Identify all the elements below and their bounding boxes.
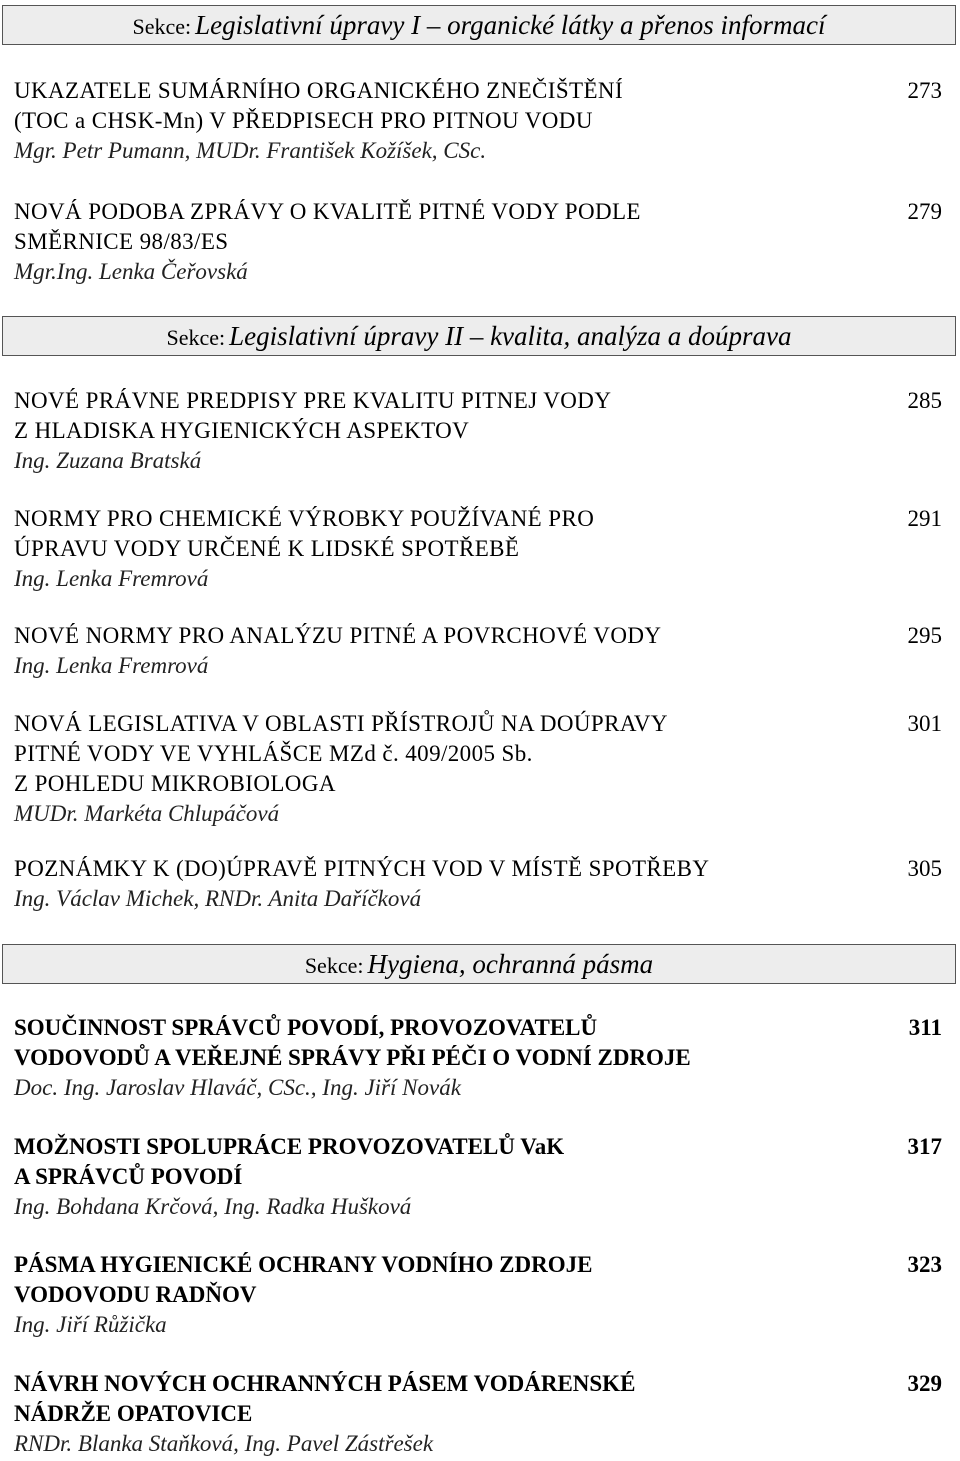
entry-author: Mgr. Petr Pumann, MUDr. František Kožíšek, CSc. xyxy=(14,138,487,163)
entry-title-line-2 xyxy=(14,1043,942,1073)
entry-author: Ing. Zuzana Bratská xyxy=(14,448,202,473)
entry-author: Ing. Lenka Fremrová xyxy=(14,653,209,678)
toc-entry xyxy=(14,386,942,476)
page-number: 323 xyxy=(907,1252,942,1277)
entry-author: Mgr.Ing. Lenka Čeřovská xyxy=(14,259,248,284)
entry-title-line-1 xyxy=(14,621,942,651)
page-number: 295 xyxy=(907,623,942,648)
section-name: Legislativní úpravy II – kvalita, analýza a doúprava xyxy=(229,321,792,351)
toc-entry xyxy=(14,1013,942,1103)
entry-title-line-1 xyxy=(14,1369,942,1399)
entry-title-line-2 xyxy=(14,1399,942,1429)
entry-author: Ing. Bohdana Krčová, Ing. Radka Hušková xyxy=(14,1194,412,1219)
entry-title-line-2 xyxy=(14,1280,942,1310)
toc-entry xyxy=(14,709,942,829)
page-number: 317 xyxy=(907,1134,942,1159)
entry-title: MOŽNOSTI SPOLUPRÁCE PROVOZOVATELŮ VaK xyxy=(14,1134,565,1159)
entry-author: Ing. Václav Michek, RNDr. Anita Daříčková xyxy=(14,886,422,911)
entry-title: NÁDRŽE OPATOVICE xyxy=(14,1401,253,1426)
entry-title: VODOVODU RADŇOV xyxy=(14,1282,257,1307)
entry-title: NOVÉ PRÁVNE PREDPISY PRE KVALITU PITNEJ VODY xyxy=(14,388,612,413)
section-header-3 xyxy=(2,944,956,984)
entry-title-line-1 xyxy=(14,1132,942,1162)
entry-title-line-2 xyxy=(14,416,942,446)
entry-author: Ing. Jiří Růžička xyxy=(14,1312,167,1337)
section-prefix: Sekce: xyxy=(166,325,226,350)
entry-title-line-1 xyxy=(14,76,942,106)
entry-title-line-1 xyxy=(14,386,942,416)
entry-author: Ing. Lenka Fremrová xyxy=(14,566,209,591)
entry-title: Z POHLEDU MIKROBIOLOGA xyxy=(14,771,336,796)
entry-title-line-2 xyxy=(14,227,942,257)
entry-title-line-2 xyxy=(14,534,942,564)
toc-entry xyxy=(14,854,942,914)
entry-title: UKAZATELE SUMÁRNÍHO ORGANICKÉHO ZNEČIŠTĚNÍ xyxy=(14,78,624,103)
toc-entry xyxy=(14,621,942,681)
section-header-1 xyxy=(2,5,956,45)
entry-title-line-1 xyxy=(14,709,942,739)
section-name: Hygiena, ochranná pásma xyxy=(367,949,654,979)
entry-title-line-2 xyxy=(14,1162,942,1192)
toc-entry xyxy=(14,197,942,287)
entry-title-line-2 xyxy=(14,106,942,136)
page-number: 285 xyxy=(907,388,942,413)
entry-title: NOVÉ NORMY PRO ANALÝZU PITNÉ A POVRCHOVÉ VODY xyxy=(14,623,662,648)
entry-title: PÁSMA HYGIENICKÉ OCHRANY VODNÍHO ZDROJE xyxy=(14,1252,593,1277)
section-prefix: Sekce: xyxy=(132,14,192,39)
toc-entry xyxy=(14,1250,942,1340)
entry-title: VODOVODŮ A VEŘEJNÉ SPRÁVY PŘI PÉČI O VODNÍ ZDROJE xyxy=(14,1045,691,1070)
entry-title: NORMY PRO CHEMICKÉ VÝROBKY POUŽÍVANÉ PRO xyxy=(14,506,595,531)
entry-title-line-1 xyxy=(14,1250,942,1280)
toc-entry xyxy=(14,504,942,594)
entry-title-line-2 xyxy=(14,739,942,769)
entry-title: A SPRÁVCŮ POVODÍ xyxy=(14,1164,243,1189)
toc-entry xyxy=(14,76,942,166)
entry-title-line-1 xyxy=(14,504,942,534)
page-number: 311 xyxy=(908,1015,942,1040)
entry-title: Z HLADISKA HYGIENICKÝCH ASPEKTOV xyxy=(14,418,470,443)
entry-title: POZNÁMKY K (DO)ÚPRAVĚ PITNÝCH VOD V MÍSTĚ SPOTŘEBY xyxy=(14,856,710,881)
section-name: Legislativní úpravy I – organické látky a přenos informací xyxy=(195,10,826,40)
section-prefix: Sekce: xyxy=(304,953,364,978)
entry-author: Doc. Ing. Jaroslav Hlaváč, CSc., Ing. Jiří Novák xyxy=(14,1075,461,1100)
toc-entry xyxy=(14,1132,942,1222)
toc-entry xyxy=(14,1369,942,1459)
entry-title: (TOC a CHSK-Mn) V PŘEDPISECH PRO PITNOU VODU xyxy=(14,108,593,133)
entry-title: NOVÁ PODOBA ZPRÁVY O KVALITĚ PITNÉ VODY PODLE xyxy=(14,199,641,224)
entry-title-line-1 xyxy=(14,197,942,227)
entry-title: NOVÁ LEGISLATIVA V OBLASTI PŘÍSTROJŮ NA DOÚPRAVY xyxy=(14,711,668,736)
entry-title: SMĚRNICE 98/83/ES xyxy=(14,229,229,254)
page-number: 279 xyxy=(907,199,942,224)
entry-title-line-1 xyxy=(14,1013,942,1043)
entry-author: RNDr. Blanka Staňková, Ing. Pavel Zástřešek xyxy=(14,1431,434,1456)
page-number: 301 xyxy=(907,711,942,736)
entry-title-line-3 xyxy=(14,769,942,799)
entry-author: MUDr. Markéta Chlupáčová xyxy=(14,801,280,826)
page-number: 291 xyxy=(907,506,942,531)
entry-title: PITNÉ VODY VE VYHLÁŠCE MZd č. 409/2005 Sb. xyxy=(14,741,533,766)
entry-title: NÁVRH NOVÝCH OCHRANNÝCH PÁSEM VODÁRENSKÉ xyxy=(14,1371,636,1396)
entry-title: SOUČINNOST SPRÁVCŮ POVODÍ, PROVOZOVATELŮ xyxy=(14,1015,598,1040)
entry-title-line-1 xyxy=(14,854,942,884)
page-number: 305 xyxy=(907,856,942,881)
section-header-2 xyxy=(2,316,956,356)
entry-title: ÚPRAVU VODY URČENÉ K LIDSKÉ SPOTŘEBĚ xyxy=(14,536,520,561)
page-number: 329 xyxy=(907,1371,942,1396)
page-number: 273 xyxy=(907,78,942,103)
